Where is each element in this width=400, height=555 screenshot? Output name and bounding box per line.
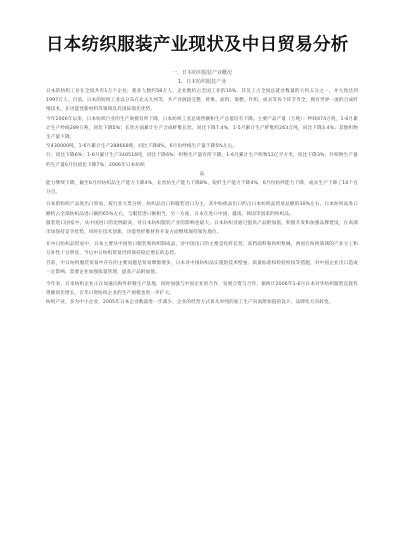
paragraph: 目前，中日纺织服装贸易中存在的主要问题是贸易摩擦增多，日本对中国纺织品实施的技术壁垒、质量标准和检验检疫等措施，对中国企业出口造成一定影响，需要企业加强质量管理，提高产品附加值。 — [46, 260, 358, 275]
subsection-heading: 1、日本纺织服装产业 — [177, 79, 227, 85]
paragraph: 能力继续下降，截至6月份纺织品生产能力下降4%，长丝纺生产能力下降8%，短纤生产能力下降4%，6月份纺纱能力下降，成衣生产下降了10个百分点。 — [46, 181, 358, 196]
paragraph: 在中日纺织品贸易中，日本主要从中国进口服装和纺织制成品，对中国出口的主要是化纤长丝、高档面料和纺织机械，两国在纺织领域的产业分工和互补性十分明显，今后中日纺织贸易仍将保持稳定增长的态势。 — [46, 242, 358, 257]
paragraph: 品 — [199, 171, 205, 177]
document-title: 日本纺织服装产业现状及中日贸易分析 — [46, 35, 349, 55]
section-heading: 一、日本纺织服装产业概况 — [171, 70, 232, 76]
paragraph: 今年来，日本纺织企业正在加速向海外转移生产基地，同时加强与中国企业的合作，发展合资与合作，据统计2006年1-6月日本对华纺织服装直接投资额同比增长，在华日资纺织企业的生产规模也进一步扩大。 — [46, 282, 358, 297]
paragraph: 日本的纺织工业在全国共有1万个企业，就业人数约58万人，企业数约占全国工业的10%，其员工占全国总就业数量的大约五分之一，并大致达到1997万人。目前，日本的纺织工业以分布在北关九州等，共产业链较完整，纤维、面料、染整、针织、成衣等各个环节齐全，拥有世界一流的合成纤维技术，在功能性新材料等领域具有国际领先优势。 — [46, 89, 358, 113]
paragraph: 纺织产业，多为中小企业，2005年日本企业数量进一步减少，企业的经营方式将从单纯的加工生产向高附加值的设计、品牌化方向转变。 — [46, 300, 334, 306]
paragraph: 日本的纺织产品进出口贸易，按行业大类分析，纺织品出口和服装进口为主，其中纺织品出口约占日本纺织品贸易总额的30%左右，日本纺织品进口额约占全部纺织品进口额的65%左右，与服装进口额相当，另一方面，日本在进口中国、越南、韩国等国家的纺织品。 — [46, 202, 358, 217]
paragraph: 至430000吨，1-6月累计生产288668吨，同比下降8%，6月份纱线生产量下降5%左右。 — [46, 144, 238, 150]
paragraph: 行；同比下降6%；1-6月累计生产340516吨，同比下降6%；织物生产量有所下降，1-6月累计生产织物12亿平方米，同比下降3%；针织物生产量约生产量6月份同比下降7%；2006年日本纺织 — [46, 153, 358, 168]
paragraph: 服装进口国家中，从中国进口的比例最高，对日本纺织服装产业的影响也最大。日本纺织业通过提高产品附加值，积极开发和加强品牌建设，在高端市场保持竞争优势，同时在技术创新、功能性纤维材料开发方面继续保持领先地位。 — [46, 220, 358, 236]
paragraph: 今年2006年以来，日本纺织行业的生产规模有所下降，日本纺织工业总销售额和生产总值均有下降。主要产品产量（万吨）：纱线474万吨，1-6月累计生产纱线289万吨，同比下降5%；长丝方面累计生产合成纤维长丝，同比下降7.4%，1-5月累计生产纤维约263万吨，同比下降3.4%；其他织物生产量下降。 — [46, 116, 358, 141]
